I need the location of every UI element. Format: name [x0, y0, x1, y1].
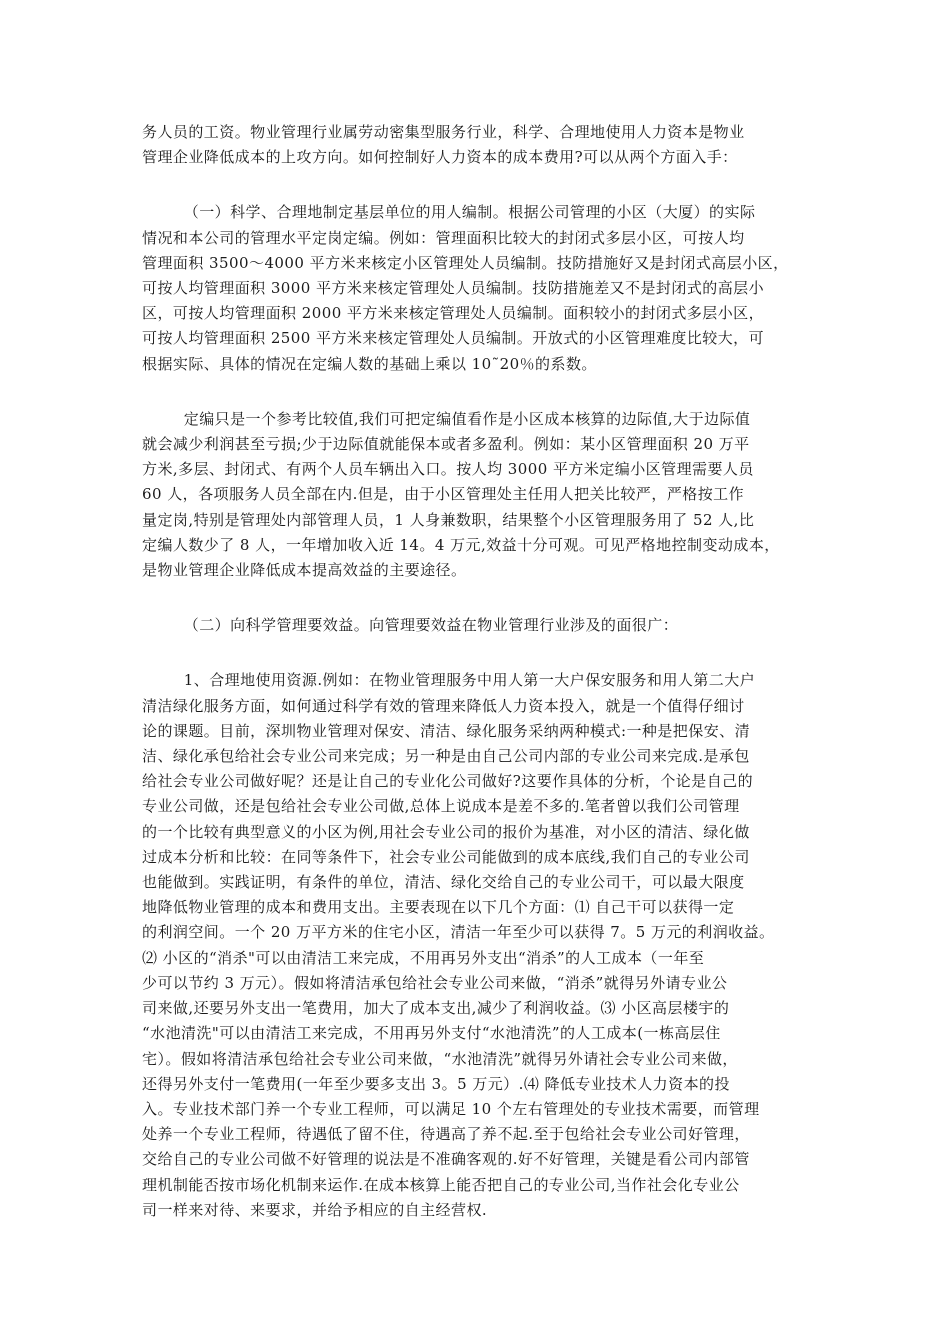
text-line: 处养一个专业工程师，待遇低了留不住，待遇高了养不起.至于包给社会专业公司好管理，: [142, 1125, 750, 1144]
text-line: 专业公司做，还是包给社会专业公司做,总体上说成本是差不多的.笔者曾以我们公司管理: [142, 797, 740, 816]
text-line: 宅）。假如将清洁承包给社会专业公司来做，“水池清洗”就得另外请社会专业公司来做，: [142, 1049, 738, 1068]
text-line: 论的课题。目前，深圳物业管理对保安、清洁、绿化服务采纳两种模式:一种是把保安、清: [142, 721, 751, 740]
text-line: 司来做,还要另外支出一笔费用，加大了成本支出,减少了利润收益。⑶ 小区高层楼宇的: [142, 999, 730, 1018]
text-line: 60 人，各项服务人员全部在内.但是，由于小区管理处主任用人把关比较严，严格按工作: [142, 485, 745, 504]
text-line: 清洁绿化服务方面，如何通过科学有效的管理来降低人力资本投入，就是一个值得仔细讨: [142, 696, 745, 715]
text-line: （二）向科学管理要效益。向管理要效益在物业管理行业涉及的面很广：: [142, 616, 679, 635]
text-line: 过成本分析和比较：在同等条件下，社会专业公司能做到的成本底线,我们自己的专业公司: [142, 847, 750, 866]
text-line: 的一个比较有典型意义的小区为例,用社会专业公司的报价为基准，对小区的清洁、绿化做: [142, 822, 750, 841]
text-line: 少可以节约 3 万元）。假如将清洁承包给社会专业公司来做，“消杀”就得另外请专业公: [142, 973, 728, 992]
text-line: 的利润空间。一个 20 万平方米的住宅小区，清洁一年至少可以获得 7。5 万元的利润收益。: [142, 923, 775, 942]
text-line: 给社会专业公司做好呢？还是让自己的专业化公司做好?这要作具体的分析，个论是自己的: [142, 772, 754, 791]
text-line: 区，可按人均管理面积 2000 平方米来核定管理处人员编制。面积较小的封闭式多层小区，: [142, 304, 765, 323]
paragraph-resource-use: [142, 668, 808, 1222]
text-line: ⑵ 小区的“消杀"可以由清洁工来完成，不用再另外支出“消杀”的人工成本（一年至: [142, 948, 705, 967]
text-line: 量定岗,特别是管理处内部管理人员，1 人身兼数职，结果整个小区管理服务用了 52 人,比: [142, 510, 755, 529]
paragraph-spacer: [142, 638, 808, 668]
text-line: 是物业管理企业降低成本提高效益的主要途径。: [142, 561, 467, 580]
paragraph-spacer: [142, 377, 808, 407]
text-line: 务人员的工资。物业管理行业属劳动密集型服务行业，科学、合理地使用人力资本是物业: [142, 123, 745, 141]
text-line: 可按人均管理面积 2500 平方米来核定管理处人员编制。开放式的小区管理难度比较大，可: [142, 329, 765, 348]
text-line: 管理面积 3500～4000 平方米来核定小区管理处人员编制。技防措施好又是封闭式高层小区，: [142, 253, 789, 272]
text-line: 可按人均管理面积 3000 平方米来核定管理处人员编制。技防措施差又不是封闭式的高层小: [142, 279, 765, 298]
text-line: 情况和本公司的管理水平定岗定编。例如：管理面积比较大的封闭式多层小区，可按人均: [142, 228, 745, 247]
paragraph-section-one: [142, 200, 808, 376]
text-line: 司一样来对待、来要求，并给予相应的自主经营权.: [142, 1200, 488, 1219]
paragraph-spacer: [142, 583, 808, 613]
paragraph-staffing-example: [142, 407, 808, 583]
text-line: 就会减少利润甚至亏损;少于边际值就能保本或者多盈利。例如：某小区管理面积 20 万平: [142, 435, 750, 454]
text-line: 洁、绿化承包给社会专业公司来完成；另一种是由自己公司内部的专业公司来完成.是承包: [142, 747, 750, 766]
text-line: “水池清洗"可以由清洁工来完成，不用再另外支付“水池清洗”的人工成本(一栋高层住: [142, 1024, 721, 1043]
text-line: 地降低物业管理的成本和费用支出。主要表现在以下几个方面：⑴ 自己干可以获得一定: [142, 898, 735, 917]
document-page: [142, 120, 808, 1223]
text-line: 理机制能否按市场化机制来运作.在成本核算上能否把自己的专业公司,当作社会化专业公: [142, 1175, 740, 1194]
text-line: 交给自己的专业公司做不好管理的说法是不准确客观的.好不好管理，关键是看公司内部管: [142, 1150, 750, 1169]
text-line: 方米,多层、封闭式、有两个人员车辆出入口。按人均 3000 平方米定编小区管理需要人员: [142, 460, 754, 479]
text-line: 还得另外支付一笔费用(一年至少要多支出 3。5 万元）.⑷ 降低专业技术人力资本的投: [142, 1074, 730, 1093]
paragraph-intro: [142, 120, 808, 170]
text-line: 定编人数少了 8 人，一年增加收入近 14。4 万元,效益十分可观。可见严格地控制变动成本，: [142, 535, 780, 554]
text-line: 入。专业技术部门养一个专业工程师，可以满足 10 个左右管理处的专业技术需要，而管理: [142, 1099, 760, 1118]
text-line: 管理企业降低成本的上攻方向。如何控制好人力资本的成本费用?可以从两个方面入手：: [142, 148, 738, 167]
text-line: 1、合理地使用资源.例如：在物业管理服务中用人第一大户保安服务和用人第二大户: [142, 671, 756, 690]
text-line: （一）科学、合理地制定基层单位的用人编制。根据公司管理的小区（大厦）的实际: [142, 203, 756, 222]
paragraph-section-two: [142, 613, 808, 638]
paragraph-spacer: [142, 170, 808, 200]
text-line: 根据实际、具体的情况在定编人数的基础上乘以 10˜20％的系数。: [142, 354, 597, 373]
text-line: 定编只是一个参考比较值,我们可把定编值看作是小区成本核算的边际值,大于边际值: [142, 409, 751, 428]
text-line: 也能做到。实践证明，有条件的单位，清洁、绿化交给自己的专业公司干，可以最大限度: [142, 873, 745, 892]
